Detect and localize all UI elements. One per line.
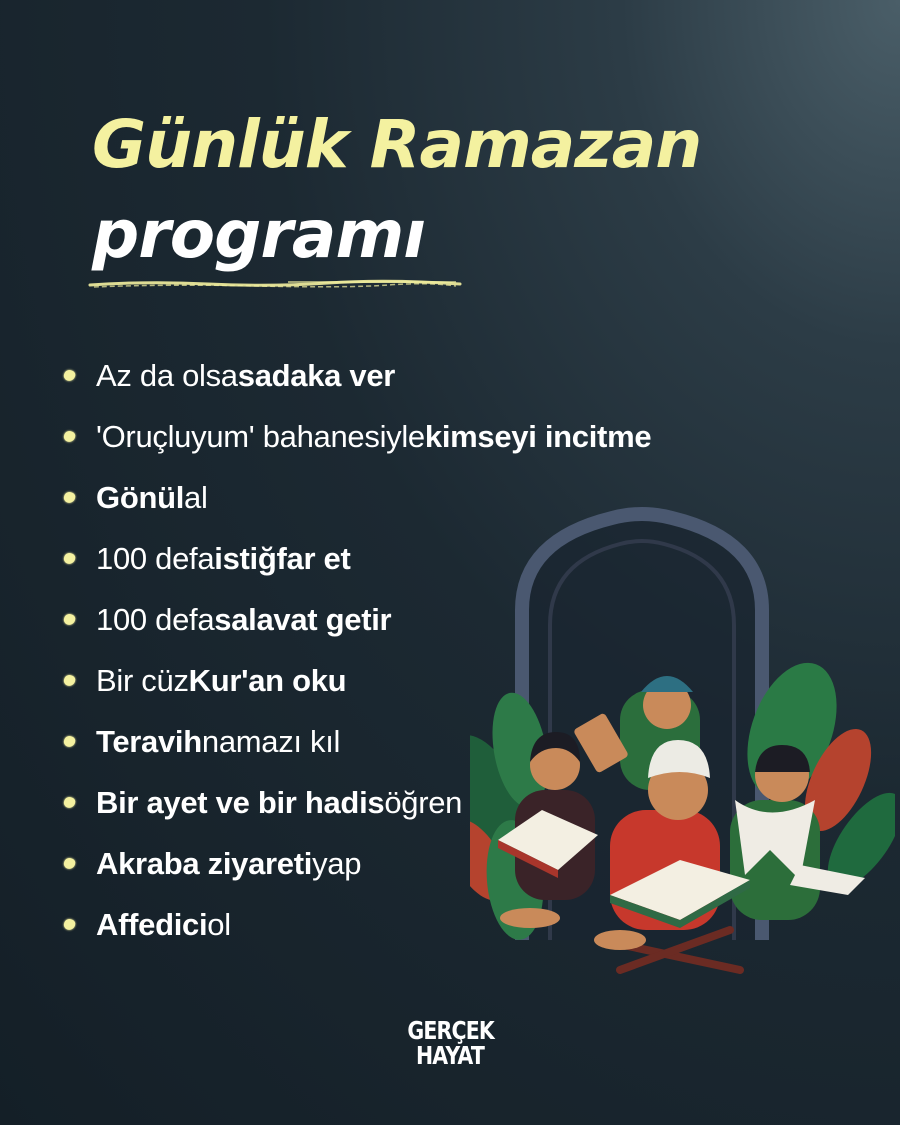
- list-item: 100 defa salavat getir: [64, 589, 651, 650]
- bullet-icon: [62, 673, 76, 687]
- bullet-icon: [62, 429, 76, 443]
- logo-line-1: GERÇEK: [407, 1016, 494, 1045]
- list-item: Affedici ol: [64, 894, 651, 955]
- bullet-icon: [62, 368, 76, 382]
- title-underline-decoration: [88, 276, 468, 292]
- gercek-hayat-logo: [398, 1018, 502, 1068]
- list-item: Akraba ziyareti yap: [64, 833, 651, 894]
- bullet-icon: [62, 612, 76, 626]
- logo-line-2: HAYAT: [415, 1041, 485, 1070]
- list-item: Bir cüz Kur'an oku: [64, 650, 651, 711]
- bullet-icon: [62, 856, 76, 870]
- list-item: Az da olsa sadaka ver: [64, 345, 651, 406]
- bullet-icon: [62, 551, 76, 565]
- feet-icon: [500, 908, 560, 928]
- children-reading-quran-illustration: [470, 500, 895, 980]
- list-item: 'Oruçluyum' bahanesiyle kimseyi incitme: [64, 406, 651, 467]
- title-line-2: programı: [92, 196, 425, 273]
- list-item: 100 defa istiğfar et: [64, 528, 651, 589]
- bullet-icon: [62, 917, 76, 931]
- list-item: Teravih namazı kıl: [64, 711, 651, 772]
- title-line-1: Günlük Ramazan: [92, 106, 702, 183]
- bullet-icon: [62, 490, 76, 504]
- bullet-icon: [62, 734, 76, 748]
- list-item: Bir ayet ve bir hadis öğren: [64, 772, 651, 833]
- list-item: Gönül al: [64, 467, 651, 528]
- bullet-icon: [62, 795, 76, 809]
